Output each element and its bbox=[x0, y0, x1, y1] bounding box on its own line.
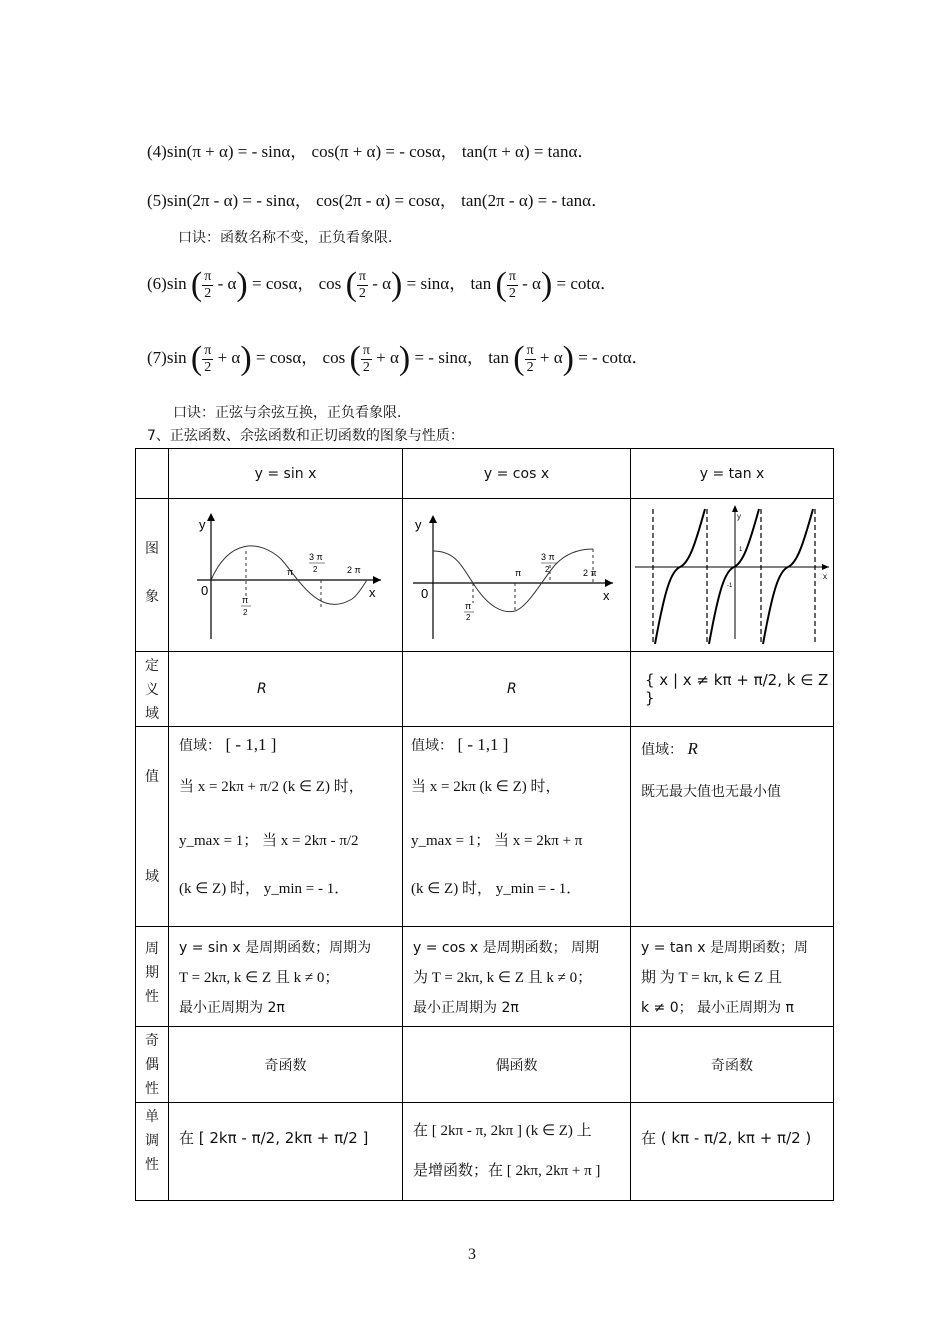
range-cos-min-condition: y_max = 1； 当 x = 2kπ + π bbox=[411, 833, 583, 849]
range-sin-min-condition: y_max = 1； 当 x = 2kπ - π/2 bbox=[179, 833, 359, 849]
formula-6-result-1: = cosα， cos bbox=[251, 273, 342, 293]
mono-cos-line-1: 在 [ 2kπ - π, 2kπ ] (k ∈ Z) 上 bbox=[413, 1123, 592, 1139]
label-char: 义 bbox=[145, 682, 159, 698]
row-label-graph bbox=[136, 499, 169, 652]
mono-tan: 在 ( kπ - π/2, kπ + π/2 ) bbox=[631, 1103, 834, 1201]
two: 2 bbox=[204, 285, 212, 301]
range-value: R bbox=[687, 739, 698, 758]
two-pi-label: 2 π bbox=[347, 565, 361, 575]
label-char: 性 bbox=[145, 1157, 159, 1173]
formula-7: (7)sin ( $\frac{\pi}{2}$ + α) = cosα， cos ( $\frac{\pi}{2}$ + α) = - sinα， tan ( $\frac{\pi}{2}$ + α) = - cotα． bbox=[147, 340, 649, 377]
range-value: [ - 1,1 ] bbox=[225, 735, 277, 754]
period-sin bbox=[169, 927, 403, 1027]
label-char: 期 bbox=[145, 965, 159, 981]
period-text: y = tan x 是周期函数；周 bbox=[641, 940, 809, 956]
range-label: 值域： bbox=[641, 742, 683, 758]
formula-4: (4)sin(π + α) = - sinα， cos(π + α) = - cosα， tan(π + α) = tanα． bbox=[147, 142, 595, 161]
domain-cos: R bbox=[403, 652, 631, 727]
mnemonic-1: 口诀：函数名称不变，正负看象限． bbox=[178, 230, 402, 246]
page-number: 3 bbox=[468, 1246, 476, 1263]
header-sin: y = sin x bbox=[169, 449, 403, 499]
formula-6: (6)sin ( $\frac{\pi}{2}$ - α) = cosα， cos ( $\frac{\pi}{2}$ - α) = sinα， tan ( $\frac{\pi}{2}$ - α) = cotα． bbox=[147, 266, 618, 303]
range-cos-min: (k ∈ Z) 时， y_min = - 1． bbox=[411, 881, 582, 897]
label-char: 图 bbox=[145, 541, 159, 557]
alpha-term: - α bbox=[217, 273, 237, 293]
tan-graph bbox=[631, 499, 834, 647]
pi: π bbox=[204, 268, 212, 284]
label-char: 域 bbox=[145, 869, 159, 885]
pi: π bbox=[358, 268, 366, 284]
period-text: y = cos x 是周期函数； 周期 bbox=[413, 940, 600, 956]
origin-label: 0 bbox=[201, 583, 209, 598]
x-axis-label: x bbox=[369, 585, 376, 600]
period-tan bbox=[631, 927, 834, 1027]
row-label-parity bbox=[136, 1027, 169, 1103]
section-7-heading: 7、正弦函数、余弦函数和正切函数的图象与性质： bbox=[147, 428, 464, 444]
range-tan-note: 既无最大值也无最小值 bbox=[641, 784, 781, 800]
label-char: 奇 bbox=[145, 1033, 159, 1049]
cos-graph bbox=[403, 499, 631, 647]
label-char: 单 bbox=[145, 1109, 159, 1125]
row-label-domain bbox=[136, 652, 169, 727]
x-axis-label: x bbox=[603, 588, 610, 603]
parity-sin: 奇函数 bbox=[169, 1027, 403, 1103]
row-label-period bbox=[136, 927, 169, 1027]
label-char: 象 bbox=[145, 589, 159, 605]
alpha-term: + α bbox=[217, 347, 241, 367]
two: 2 bbox=[204, 359, 212, 375]
label-char: 周 bbox=[145, 941, 159, 957]
graph-cos bbox=[403, 499, 631, 652]
two-label: 2 bbox=[545, 565, 550, 574]
label-char: 性 bbox=[145, 1081, 159, 1097]
origin-label: 0 bbox=[421, 586, 429, 601]
pi-label: π bbox=[515, 568, 522, 578]
two: 2 bbox=[526, 359, 534, 375]
parity-tan: 奇函数 bbox=[631, 1027, 834, 1103]
alpha-term: + α bbox=[539, 347, 563, 367]
range-sin-min: (k ∈ Z) 时， y_min = - 1． bbox=[179, 881, 350, 897]
corner-cell bbox=[136, 449, 169, 499]
two-label: 2 bbox=[466, 613, 471, 622]
range-sin-max-condition: 当 x = 2kπ + π/2 (k ∈ Z) 时， bbox=[179, 779, 364, 795]
pi: π bbox=[204, 342, 212, 358]
alpha-term: - α bbox=[522, 273, 541, 293]
range-cos bbox=[403, 727, 631, 927]
half-pi-label: π bbox=[242, 595, 249, 605]
alpha-term: + α bbox=[376, 347, 399, 367]
period-set: 为 T = 2kπ, k ∈ Z 且 k ≠ 0； bbox=[413, 970, 593, 986]
row-label-range bbox=[136, 727, 169, 927]
pi: π bbox=[508, 268, 516, 284]
y-axis-label: y bbox=[415, 517, 422, 532]
range-label: 值域： bbox=[179, 738, 221, 754]
formula-5: (5)sin(2π - α) = - sinα， cos(2π - α) = cosα， tan(2π - α) = - tanα． bbox=[147, 191, 609, 210]
two-pi-label: 2 π bbox=[583, 568, 597, 578]
x-axis-label: x bbox=[823, 572, 827, 581]
period-min: 最小正周期为 2π bbox=[179, 1000, 285, 1016]
trig-properties-table bbox=[135, 448, 834, 1201]
formula-6-result-2: = sinα， tan bbox=[406, 273, 492, 293]
period-min: k ≠ 0； 最小正周期为 π bbox=[641, 1000, 794, 1016]
label-char: 值 bbox=[145, 769, 159, 785]
y-axis-label: y bbox=[199, 517, 206, 532]
mnemonic-2: 口诀：正弦与余弦互换，正负看象限． bbox=[173, 405, 411, 421]
two: 2 bbox=[508, 285, 516, 301]
formula-7-result-1: = cosα， cos bbox=[255, 347, 346, 367]
y-axis-label: y bbox=[737, 512, 741, 521]
formula-6-prefix: (6)sin bbox=[147, 273, 187, 293]
row-label-monotonicity bbox=[136, 1103, 169, 1201]
graph-tan bbox=[631, 499, 834, 652]
domain-tan: { x | x ≠ kπ + π/2, k ∈ Z } bbox=[631, 652, 834, 727]
tan-one-label: 1 bbox=[739, 547, 743, 553]
parity-cos: 偶函数 bbox=[403, 1027, 631, 1103]
formula-7-result-3: = - cotα． bbox=[578, 347, 649, 367]
range-sin bbox=[169, 727, 403, 927]
three-pi-label: 3 π bbox=[309, 552, 323, 562]
half-pi-label: π bbox=[465, 601, 472, 611]
period-text: y = sin x 是周期函数；周期为 bbox=[179, 940, 372, 956]
formula-7-prefix: (7)sin bbox=[147, 347, 187, 367]
range-label: 值域： bbox=[411, 738, 453, 754]
mono-cos bbox=[403, 1103, 631, 1201]
pi: π bbox=[526, 342, 534, 358]
sin-graph bbox=[169, 499, 403, 647]
label-char: 域 bbox=[145, 706, 159, 722]
range-tan bbox=[631, 727, 834, 927]
pi: π bbox=[362, 342, 370, 358]
label-char: 调 bbox=[145, 1133, 159, 1149]
two: 2 bbox=[362, 359, 370, 375]
alpha-term: - α bbox=[372, 273, 392, 293]
period-cos bbox=[403, 927, 631, 1027]
three-pi-label: 3 π bbox=[541, 552, 555, 562]
period-set: 期 为 T = kπ, k ∈ Z 且 bbox=[641, 970, 782, 986]
two-label: 2 bbox=[243, 608, 248, 617]
two-label: 2 bbox=[313, 565, 318, 574]
mono-sin: 在 [ 2kπ - π/2, 2kπ + π/2 ] bbox=[169, 1103, 403, 1201]
period-set: T = 2kπ, k ∈ Z 且 k ≠ 0； bbox=[179, 970, 340, 986]
label-char: 定 bbox=[145, 658, 159, 674]
header-cos: y = cos x bbox=[403, 449, 631, 499]
formula-6-result-3: = cotα． bbox=[556, 273, 618, 293]
period-min: 最小正周期为 2π bbox=[413, 1000, 519, 1016]
graph-sin bbox=[169, 499, 403, 652]
domain-sin: R bbox=[169, 652, 403, 727]
label-char: 偶 bbox=[145, 1057, 159, 1073]
range-value: [ - 1,1 ] bbox=[457, 735, 509, 754]
two: 2 bbox=[358, 285, 366, 301]
pi-label: π bbox=[287, 567, 294, 577]
mono-cos-line-2: 是增函数；在 [ 2kπ, 2kπ + π ] bbox=[413, 1163, 601, 1179]
header-tan: y = tan x bbox=[631, 449, 834, 499]
label-char: 性 bbox=[145, 989, 159, 1005]
range-cos-max-condition: 当 x = 2kπ (k ∈ Z) 时， bbox=[411, 779, 561, 795]
tan-neg-one-label: -1 bbox=[727, 583, 733, 589]
formula-7-result-2: = - sinα， tan bbox=[414, 347, 509, 367]
